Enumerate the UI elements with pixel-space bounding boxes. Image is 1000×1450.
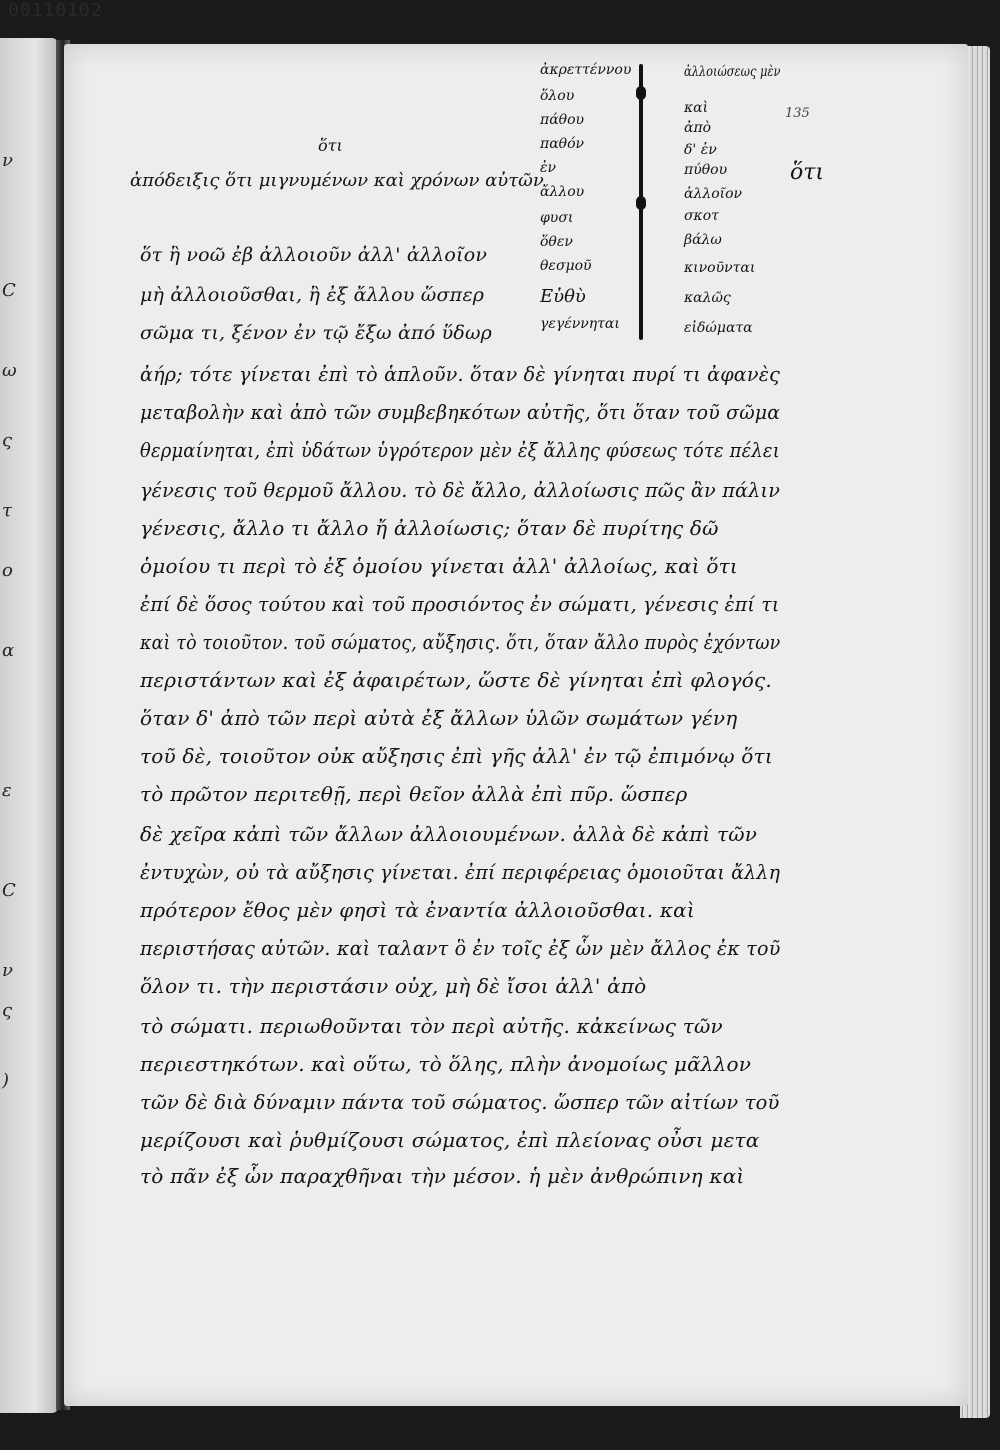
scholion-left-line: θεσμοῦ bbox=[540, 258, 592, 274]
left-fragment: ) bbox=[2, 1070, 10, 1091]
scholion-right-line: καὶ bbox=[684, 100, 709, 116]
left-fragment: τ bbox=[2, 500, 12, 521]
text-line: ὅλον τι. τὴν περιστάσιν οὐχ, μὴ δὲ ἴσοι ἀλλ' ἀπὸ bbox=[140, 974, 647, 998]
diagram-knot bbox=[636, 86, 646, 100]
scholion-right-line: ἀπὸ bbox=[684, 120, 712, 136]
heading-mark: ὅτι bbox=[318, 136, 343, 155]
text-line: πρότερον ἔθος μὲν φησὶ τὰ ἐναντία ἀλλοιοῦσθαι. καὶ bbox=[140, 898, 695, 922]
scholion-right-line: εἰδώματα bbox=[684, 320, 753, 336]
left-fragment: ο bbox=[2, 560, 13, 581]
scholion-left-line: πάθου bbox=[540, 112, 585, 128]
text-line: τοῦ δὲ, τοιοῦτον οὐκ αὔξησις ἐπὶ γῆς ἀλλ' ἐν τῷ ἐπιμόνῳ ὅτι bbox=[140, 744, 773, 768]
archive-label: 00110102 bbox=[8, 0, 103, 21]
text-line: δὲ χεῖρα κἀπὶ τῶν ἄλλων ἀλλοιουμένων. ἀλλὰ δὲ κἀπὶ τῶν bbox=[140, 822, 758, 846]
text-line: ὁμοίου τι περὶ τὸ ἐξ ὁμοίου γίνεται ἀλλ' ἀλλοίως, καὶ ὅτι bbox=[140, 554, 738, 578]
margin-mark: ὅτι bbox=[790, 160, 825, 185]
text-line: τὸ σώματι. περιωθοῦνται τὸν περὶ αὐτῆς. κἀκείνως τῶν bbox=[140, 1014, 723, 1038]
scholion-right-line: ἀλλοῖον bbox=[684, 186, 743, 202]
text-line: μεταβολὴν καὶ ἀπὸ τῶν συμβεβηκότων αὐτῆς, ὅτι ὅταν τοῦ σῶμα bbox=[140, 400, 781, 424]
left-page-edge bbox=[0, 38, 58, 1413]
left-fragment: ς bbox=[2, 430, 13, 451]
left-fragment: α bbox=[2, 640, 15, 661]
scholion-left-line: ὅθεν bbox=[540, 234, 573, 250]
left-fragment: ς bbox=[2, 1000, 13, 1021]
diagram-knot bbox=[636, 196, 646, 210]
scholion-right-line: ἀλλοιώσεως μὲν bbox=[684, 64, 781, 80]
text-line: τὸ πρῶτον περιτεθῇ, περὶ θεῖον ἀλλὰ ἐπὶ πῦρ. ὥσπερ bbox=[140, 782, 688, 806]
scholion-right-line: πύθου bbox=[684, 162, 728, 178]
text-line: γένεσις τοῦ θερμοῦ ἄλλου. τὸ δὲ ἄλλο, ἀλλοίωσις πῶς ἂν πάλιν bbox=[140, 478, 781, 502]
text-line: θερμαίνηται, ἐπὶ ὑδάτων ὑγρότερον μὲν ἐξ ἄλλης φύσεως τότε πέλει bbox=[140, 438, 780, 462]
text-line: περιστήσας αὐτῶν. καὶ ταλαντ ὃ ἐν τοῖς ἐξ ὧν μὲν ἄλλος ἐκ τοῦ bbox=[140, 936, 781, 960]
left-fragment: ω bbox=[2, 360, 17, 381]
scholion-left-line: παθόν bbox=[540, 136, 585, 152]
scholion-right-line: σκοτ bbox=[684, 208, 719, 224]
scholion-left-line: ἄλλου bbox=[540, 184, 585, 200]
text-line: ἀήρ; τότε γίνεται ἐπὶ τὸ ἁπλοῦν. ὅταν δὲ γίνηται πυρί τι ἀφανὲς bbox=[140, 362, 781, 386]
text-line: περιεστηκότων. καὶ οὕτω, τὸ ὅλης, πλὴν ἀνομοίως μᾶλλον bbox=[140, 1052, 752, 1076]
scholion-right-line: βάλω bbox=[684, 232, 722, 248]
text-line: σῶμα τι, ξένον ἐν τῷ ἔξω ἀπό ὕδωρ bbox=[140, 322, 493, 344]
left-fragment: C bbox=[2, 880, 16, 901]
folio-number: 135 bbox=[785, 106, 810, 121]
left-fragment: ν bbox=[2, 960, 13, 981]
text-line: τὸ πᾶν ἐξ ὧν παραχθῆναι τὴν μέσον. ἡ μὲν ἀνθρώπινη καὶ bbox=[140, 1164, 745, 1188]
text-line: μερίζουσι καὶ ῥυθμίζουσι σώματος, ἐπὶ πλείονας οὖσι μετα bbox=[140, 1128, 760, 1152]
scholion-right-line: καλῶς bbox=[684, 290, 731, 306]
scholion-left-line: ὅλου bbox=[540, 88, 575, 104]
left-fragment: C bbox=[2, 280, 16, 301]
scholion-left-line: γεγέννηται bbox=[540, 316, 620, 332]
heading: ἀπόδειξις ὅτι μιγνυμένων καὶ χρόνων αὐτῶν bbox=[130, 170, 544, 191]
text-line: ὅτ ἢ νοῶ ἐβ ἀλλοιοῦν ἀλλ' ἀλλοῖον bbox=[140, 244, 488, 266]
text-line: ἐντυχὼν, οὐ τὰ αὔξησις γίνεται. ἐπί περιφέρειας ὁμοιοῦται ἄλλη bbox=[140, 860, 781, 884]
left-fragment: ν bbox=[2, 150, 13, 171]
scholion-left-line: φυσι bbox=[540, 210, 574, 226]
scholion-right-line: κινοῦνται bbox=[684, 260, 756, 276]
text-line: καὶ τὸ τοιοῦτον. τοῦ σώματος, αὔξησις. ὅτι, ὅταν ἄλλο πυρὸς ἐχόντων bbox=[140, 630, 781, 654]
left-fragment: ε bbox=[2, 780, 12, 801]
text-line: γένεσις, ἄλλο τι ἄλλο ἤ ἀλλοίωσις; ὅταν δὲ πυρίτης δῶ bbox=[140, 516, 719, 540]
text-line: ὅταν δ' ἀπὸ τῶν περὶ αὐτὰ ἐξ ἄλλων ὑλῶν σωμάτων γένη bbox=[140, 706, 738, 730]
text-line: τῶν δὲ διὰ δύναμιν πάντα τοῦ σώματος. ὥσπερ τῶν αἰτίων τοῦ bbox=[140, 1090, 780, 1114]
scholion-left-line: ἐν bbox=[540, 160, 557, 176]
scholion-right-line: δ' ἐν bbox=[684, 142, 717, 158]
text-line: περιστάντων καὶ ἐξ ἀφαιρέτων, ὥστε δὲ γίνηται ἐπὶ φλογός. bbox=[140, 668, 772, 692]
text-line: ἐπί δὲ ὅσος τούτου καὶ τοῦ προσιόντος ἐν σώματι, γένεσις ἐπί τι bbox=[140, 592, 780, 616]
scholion-left-line: ἀκρεττέννου bbox=[540, 62, 632, 78]
text-line: μὴ ἀλλοιοῦσθαι, ἢ ἐξ ἄλλου ὥσπερ bbox=[140, 284, 485, 306]
scholion-left-line: Εὐθὺ bbox=[540, 286, 586, 307]
